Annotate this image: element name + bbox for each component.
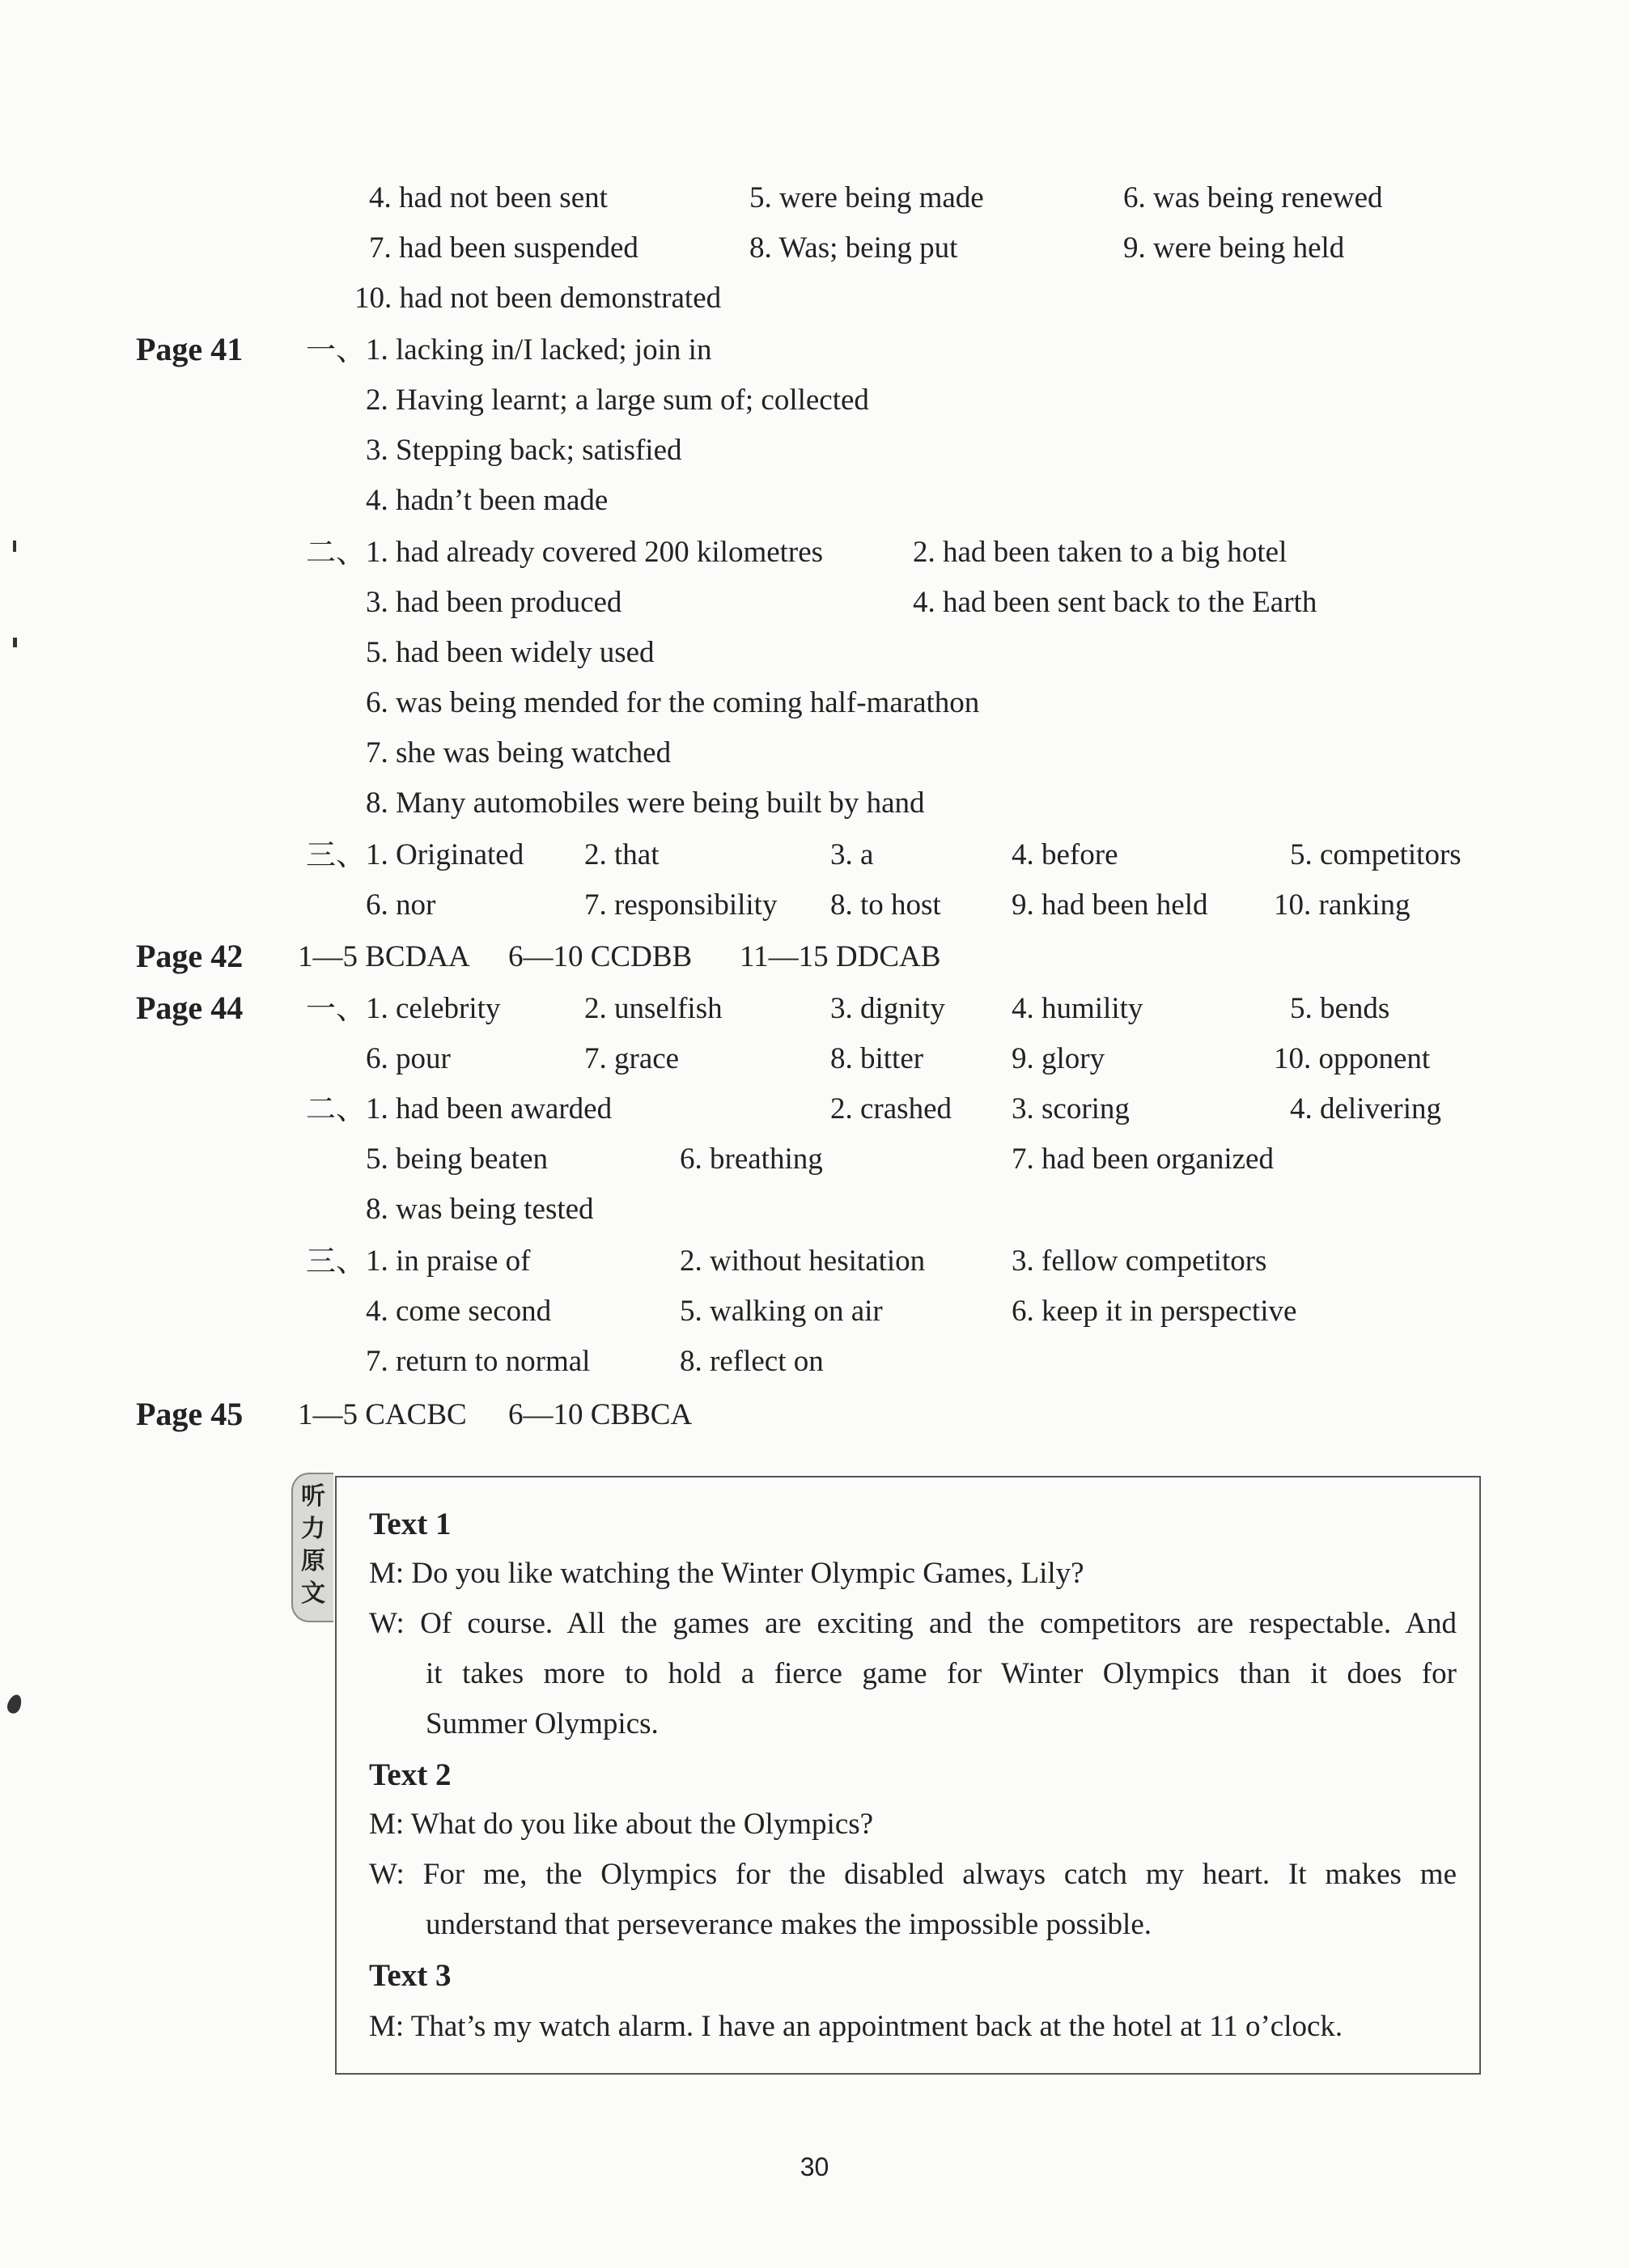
answer: 7. had been suspended bbox=[369, 231, 638, 265]
answer: 6. was being mended for the coming half-marathon bbox=[366, 686, 980, 719]
answer: 8. Was; being put bbox=[749, 231, 958, 265]
text-title: Text 1 bbox=[369, 1507, 452, 1541]
answer: 4. had been sent back to the Earth bbox=[913, 586, 1317, 619]
answer: 1—5 CACBC bbox=[298, 1398, 467, 1431]
section-mark: 二、 bbox=[306, 535, 366, 570]
section-mark: 三、 bbox=[306, 1244, 366, 1278]
section-mark: 二、 bbox=[306, 1092, 366, 1126]
text-title: Text 3 bbox=[369, 1958, 452, 1993]
dialogue-line: M: What do you like about the Olympics? bbox=[369, 1808, 874, 1841]
answer: 1—5 BCDAA bbox=[298, 940, 470, 973]
answer: 6. pour bbox=[366, 1042, 451, 1075]
answer: 8. to host bbox=[830, 888, 941, 922]
answer: 9. had been held bbox=[1012, 888, 1208, 922]
answer: 4. hadn’t been made bbox=[366, 484, 609, 517]
answer: 3. Stepping back; satisfied bbox=[366, 434, 682, 467]
answer: 1. celebrity bbox=[366, 992, 501, 1025]
scan-speck bbox=[5, 1693, 23, 1715]
answer: 5. being beaten bbox=[366, 1142, 548, 1176]
answer: 11—15 DDCAB bbox=[740, 940, 941, 973]
answer: 3. fellow competitors bbox=[1012, 1244, 1267, 1278]
answer: 7. she was being watched bbox=[366, 736, 672, 769]
dialogue-line: understand that perseverance makes the impossible possible. bbox=[426, 1908, 1152, 1941]
answer: 2. without hesitation bbox=[680, 1244, 926, 1278]
answer: 4. humility bbox=[1012, 992, 1143, 1025]
answer: 3. dignity bbox=[830, 992, 945, 1025]
answer: 5. were being made bbox=[749, 181, 984, 214]
answer: 1. had been awarded bbox=[366, 1092, 613, 1126]
page-label: Page 45 bbox=[136, 1396, 244, 1432]
scan-speck bbox=[13, 638, 17, 647]
section-mark: 一、 bbox=[306, 333, 366, 367]
answer: 6. nor bbox=[366, 888, 436, 922]
answer: 6. breathing bbox=[680, 1142, 823, 1176]
page-label: Page 42 bbox=[136, 938, 244, 974]
answer: 1. lacking in/I lacked; join in bbox=[366, 333, 712, 367]
answer: 4. come second bbox=[366, 1295, 552, 1328]
page-label: Page 44 bbox=[136, 990, 244, 1026]
answer: 5. bends bbox=[1290, 992, 1390, 1025]
answer: 1. had already covered 200 kilometres bbox=[366, 536, 824, 569]
dialogue-line: W: Of course. All the games are exciting and the competitors are respectable. And bbox=[369, 1607, 1457, 1640]
answer: 3. a bbox=[830, 838, 874, 871]
answer: 8. bitter bbox=[830, 1042, 924, 1075]
answer: 2. unselfish bbox=[584, 992, 723, 1025]
dialogue-line: M: That’s my watch alarm. I have an appointment back at the hotel at 11 o’clock. bbox=[369, 2010, 1343, 2043]
text-title: Text 2 bbox=[369, 1757, 452, 1792]
answer: 10. ranking bbox=[1274, 888, 1411, 922]
answer: 6—10 CBBCA bbox=[508, 1398, 693, 1431]
answer: 7. responsibility bbox=[584, 888, 778, 922]
answer: 5. walking on air bbox=[680, 1295, 883, 1328]
answer: 6. keep it in perspective bbox=[1012, 1295, 1297, 1328]
answer: 3. scoring bbox=[1012, 1092, 1130, 1126]
answer: 1. Originated bbox=[366, 838, 524, 871]
answer: 2. had been taken to a big hotel bbox=[913, 536, 1288, 569]
answer: 7. return to normal bbox=[366, 1345, 591, 1378]
dialogue-line: Summer Olympics. bbox=[426, 1707, 659, 1740]
dialogue-line: it takes more to hold a fierce game for Winter Olympics than it does for bbox=[426, 1657, 1457, 1690]
answer: 4. delivering bbox=[1290, 1092, 1442, 1126]
answer: 4. had not been sent bbox=[369, 181, 608, 214]
answer: 2. that bbox=[584, 838, 660, 871]
answer: 10. had not been demonstrated bbox=[354, 282, 722, 315]
answer: 5. competitors bbox=[1290, 838, 1461, 871]
answer: 5. had been widely used bbox=[366, 636, 655, 669]
scan-speck bbox=[13, 541, 16, 552]
dialogue-line: M: Do you like watching the Winter Olympic Games, Lily? bbox=[369, 1557, 1084, 1590]
section-mark: 三、 bbox=[306, 837, 366, 872]
answer: 8. reflect on bbox=[680, 1345, 824, 1378]
answer: 3. had been produced bbox=[366, 586, 622, 619]
answer: 2. Having learnt; a large sum of; collected bbox=[366, 384, 869, 417]
answer: 9. were being held bbox=[1123, 231, 1345, 265]
section-mark: 一、 bbox=[306, 991, 366, 1026]
answer: 8. was being tested bbox=[366, 1193, 594, 1226]
answer: 4. before bbox=[1012, 838, 1118, 871]
answer: 7. had been organized bbox=[1012, 1142, 1274, 1176]
answer: 6—10 CCDBB bbox=[508, 940, 693, 973]
page-number: 30 bbox=[800, 2152, 829, 2181]
answer: 6. was being renewed bbox=[1123, 181, 1383, 214]
page-label: Page 41 bbox=[136, 331, 244, 367]
answer: 8. Many automobiles were being built by hand bbox=[366, 786, 925, 820]
answer: 1. in praise of bbox=[366, 1244, 531, 1278]
answer: 7. grace bbox=[584, 1042, 680, 1075]
answer: 9. glory bbox=[1012, 1042, 1105, 1075]
answer: 10. opponent bbox=[1274, 1042, 1431, 1075]
listening-tab-label: 听力原文 bbox=[301, 1482, 325, 1608]
answer: 2. crashed bbox=[830, 1092, 952, 1126]
dialogue-line: W: For me, the Olympics for the disabled always catch my heart. It makes me bbox=[369, 1858, 1457, 1891]
